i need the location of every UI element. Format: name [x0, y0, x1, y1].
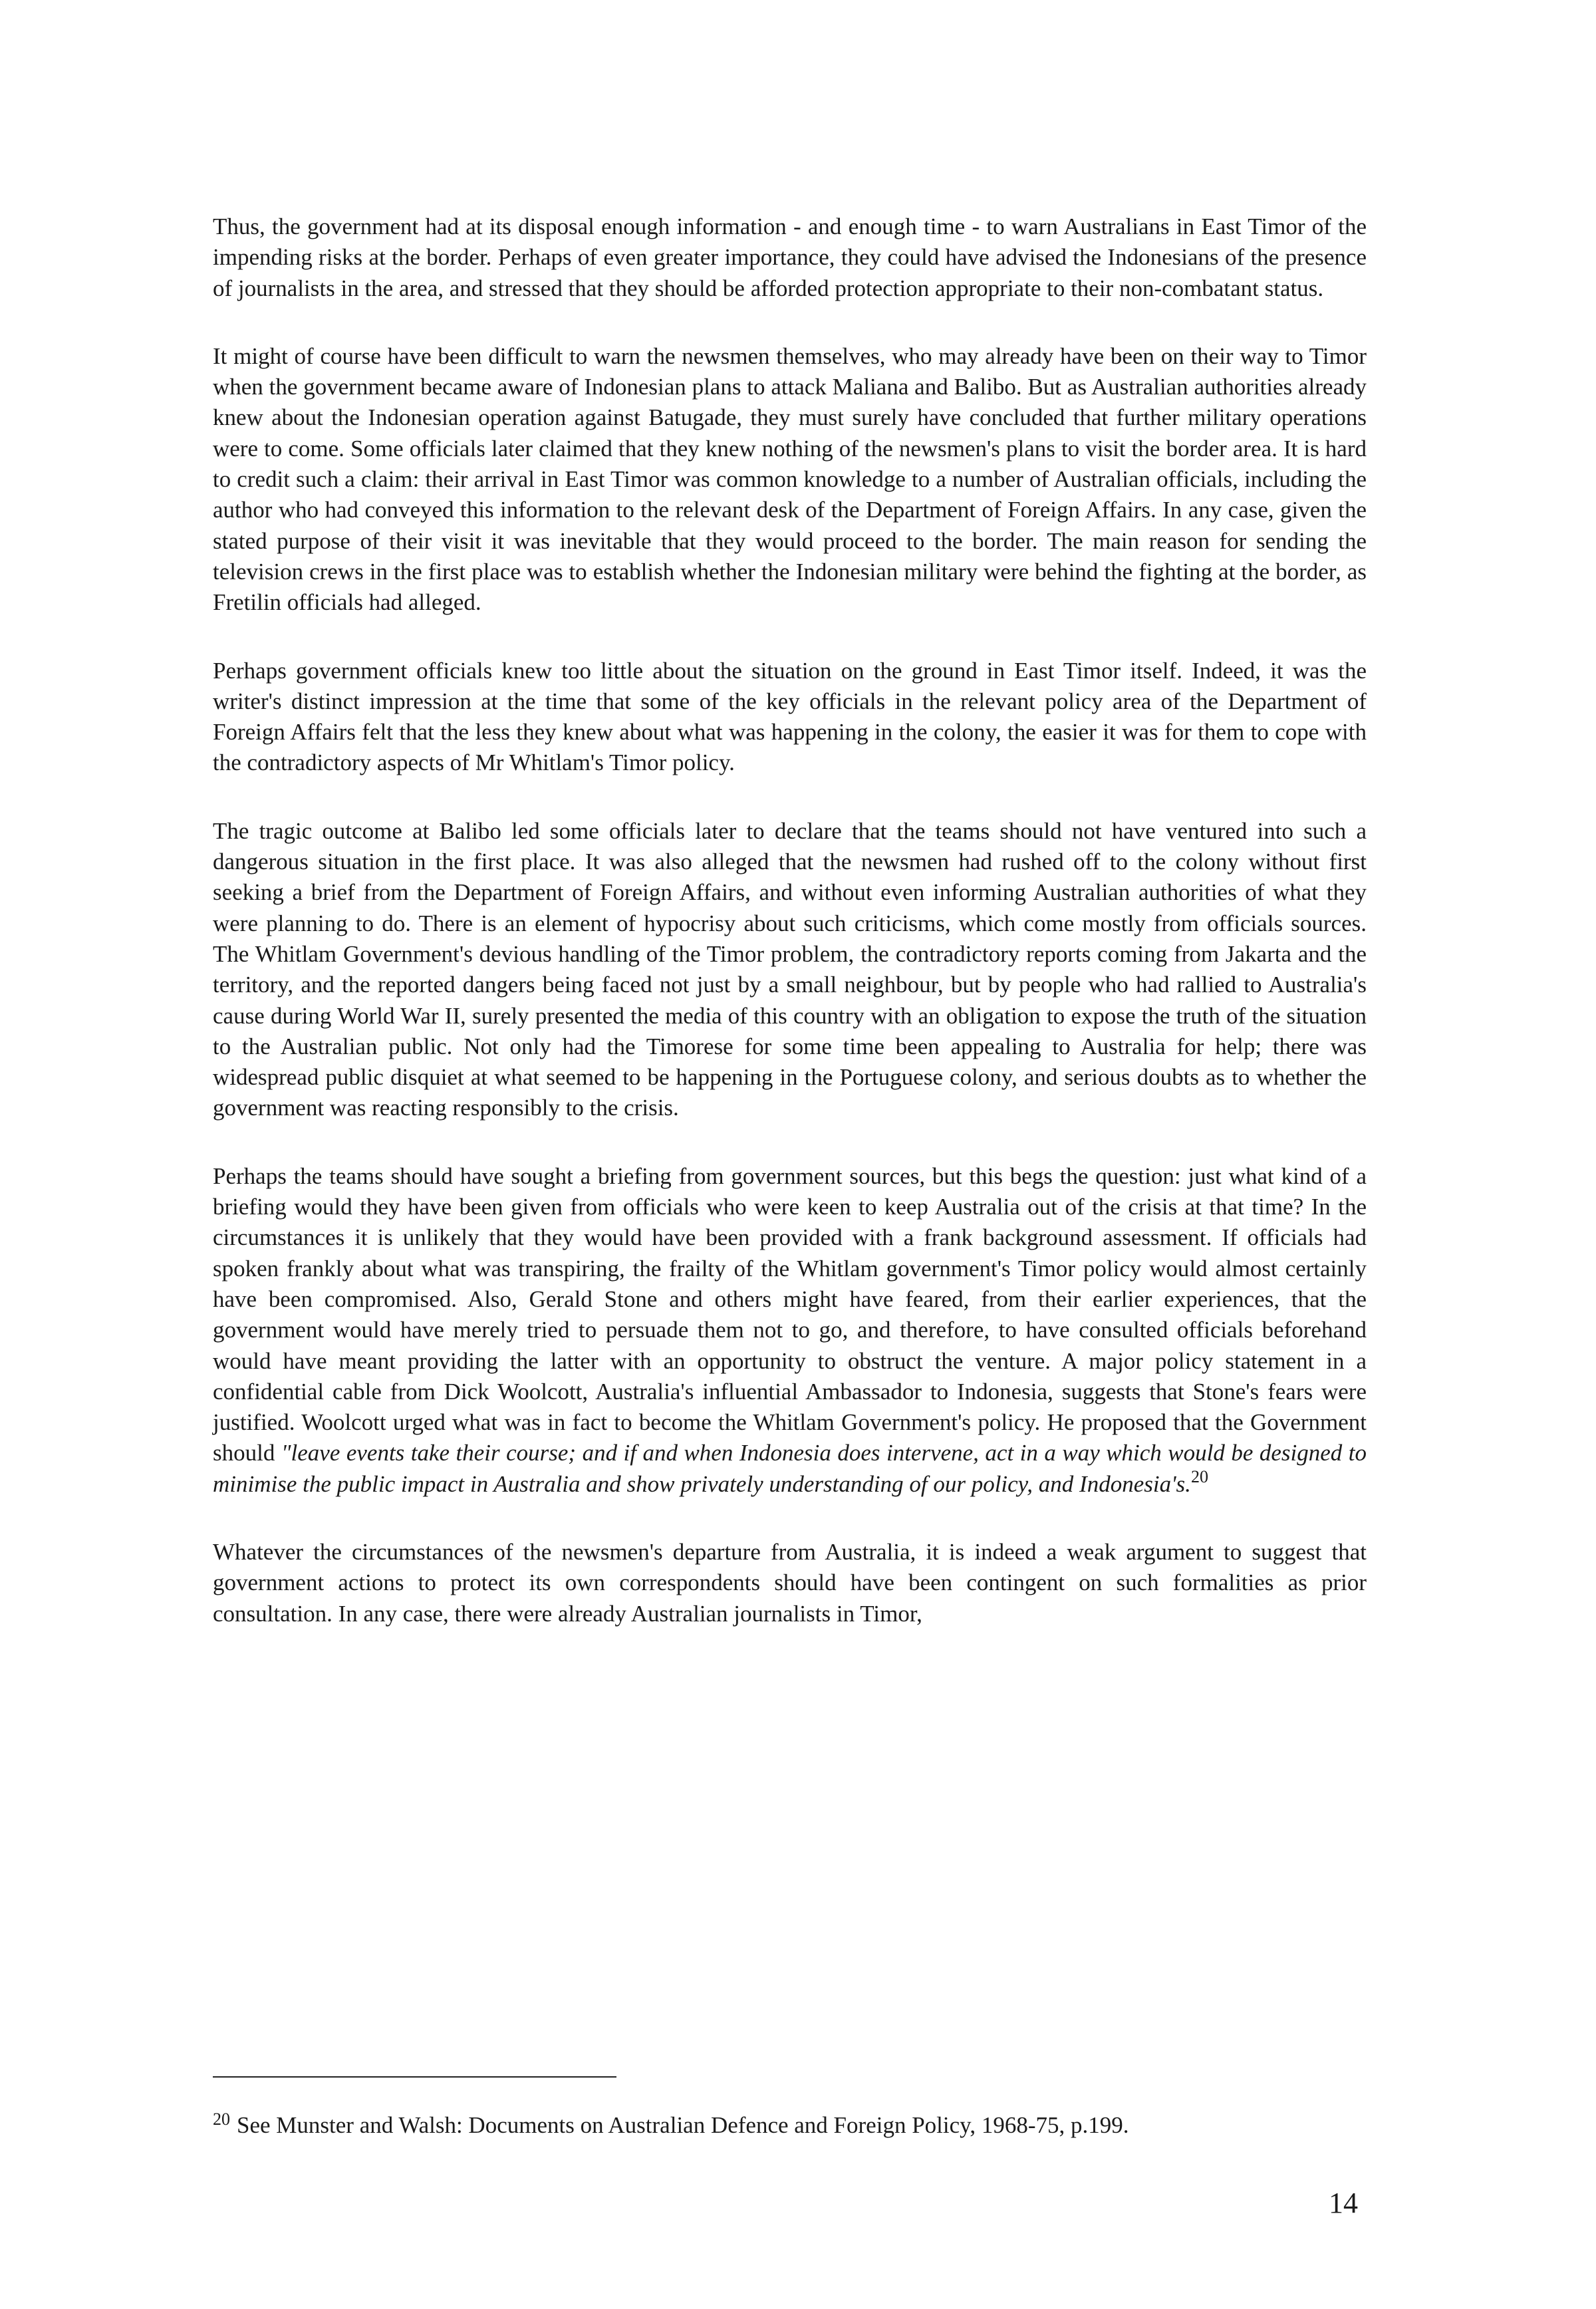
woolcott-quote: "leave events take their course; and if and when Indonesia does intervene, act in a way which would be designed to minimise the public impact in Australia and show privately understanding of our policy, and Indonesia's. — [213, 1440, 1367, 1497]
paragraph-5-text: Perhaps the teams should have sought a briefing from government sources, but this begs the question: just what kind of a briefing would they have been given from officials who were keen to keep Australia out of the crisis at that time? In the circumstances it is unlikely that they would have been provided with a frank background assessment. If officials had spoken frankly about what was transpiring, the frailty of the Whitlam government's Timor policy would almost certainly have been compromised. Also, Gerald Stone and others might have feared, from their earlier experiences, that the government would have merely tried to persuade them not to go, and therefore, to have consulted officials beforehand would have meant providing the latter with an opportunity to obstruct the venture. A major policy statement in a confidential cable from Dick Woolcott, Australia's influential Ambassador to Indonesia, suggests that Stone's fears were justified. Woolcott urged what was in fact to become the Whitlam Government's policy. He proposed that the Government should — [213, 1162, 1367, 1466]
footnote-reference[interactable]: 20 — [1190, 1466, 1208, 1486]
footnote-separator — [213, 2076, 616, 2078]
paragraph-3: Perhaps government officials knew too little about the situation on the ground in East Timor itself. Indeed, it was the writer's distinct impression at the time that some of the key officials in the relevant policy area of the Department of Foreign Affairs felt that the less they knew about what was happening in the colony, the easier it was for them to cope with the contradictory aspects of Mr Whitlam's Timor policy. — [213, 657, 1367, 776]
paragraph-5 — [213, 1161, 1367, 1500]
footnote — [213, 2110, 1367, 2141]
paragraph-6: Whatever the circumstances of the newsmen's departure from Australia, it is indeed a weak argument to suggest that government actions to protect its own correspondents should have been contingent on such formalities as prior consultation. In any case, there were already Australian journalists in Timor, — [213, 1538, 1367, 1627]
page-number: 14 — [1329, 2187, 1358, 2219]
footnote-number: 20 — [213, 2109, 230, 2129]
paragraph-1: Thus, the government had at its disposal enough information - and enough time - to warn Australians in East Timor of the impending risks at the border. Perhaps of even greater importance, they could have advised the Indonesians of the presence of journalists in the area, and stressed that they should be afforded protection appropriate to their non-combatant status. — [213, 213, 1367, 301]
document-body — [213, 211, 1367, 1667]
footnote-text: See Munster and Walsh: Documents on Australian Defence and Foreign Policy, 1968-75, p.199. — [237, 2112, 1129, 2138]
paragraph-2: It might of course have been difficult to warn the newsmen themselves, who may already have been on their way to Timor when the government became aware of Indonesian plans to attack Maliana and Balibo. But as Australian authorities already knew about the Indonesian operation against Batugade, they must surely have concluded that further military operations were to come. Some officials later claimed that they knew nothing of the newsmen's plans to visit the border area. It is hard to credit such a claim: their arrival in East Timor was common knowledge to a number of Australian officials, including the author who had conveyed this information to the relevant desk of the Department of Foreign Affairs. In any case, given the stated purpose of their visit it was inevitable that they would proceed to the border. The main reason for sending the television crews in the first place was to establish whether the Indonesian military were behind the fighting at the border, as Fretilin officials had alleged. — [213, 342, 1367, 616]
paragraph-4: The tragic outcome at Balibo led some officials later to declare that the teams should not have ventured into such a dangerous situation in the first place. It was also alleged that the newsmen had rushed off to the colony without first seeking a brief from the Department of Foreign Affairs, and without even informing Australian authorities of what they were planning to do. There is an element of hypocrisy about such criticisms, which come mostly from officials sources. The Whitlam Government's devious handling of the Timor problem, the contradictory reports coming from Jakarta and the territory, and the reported dangers being faced not just by a small neighbour, but by people who had rallied to Australia's cause during World War II, surely presented the media of this country with an obligation to expose the truth of the situation to the Australian public. Not only had the Timorese for some time been appealing to Australia for help; there was widespread public disquiet at what seemed to be happening in the Portuguese colony, and serious doubts as to whether the government was reacting responsibly to the crisis. — [213, 817, 1367, 1121]
